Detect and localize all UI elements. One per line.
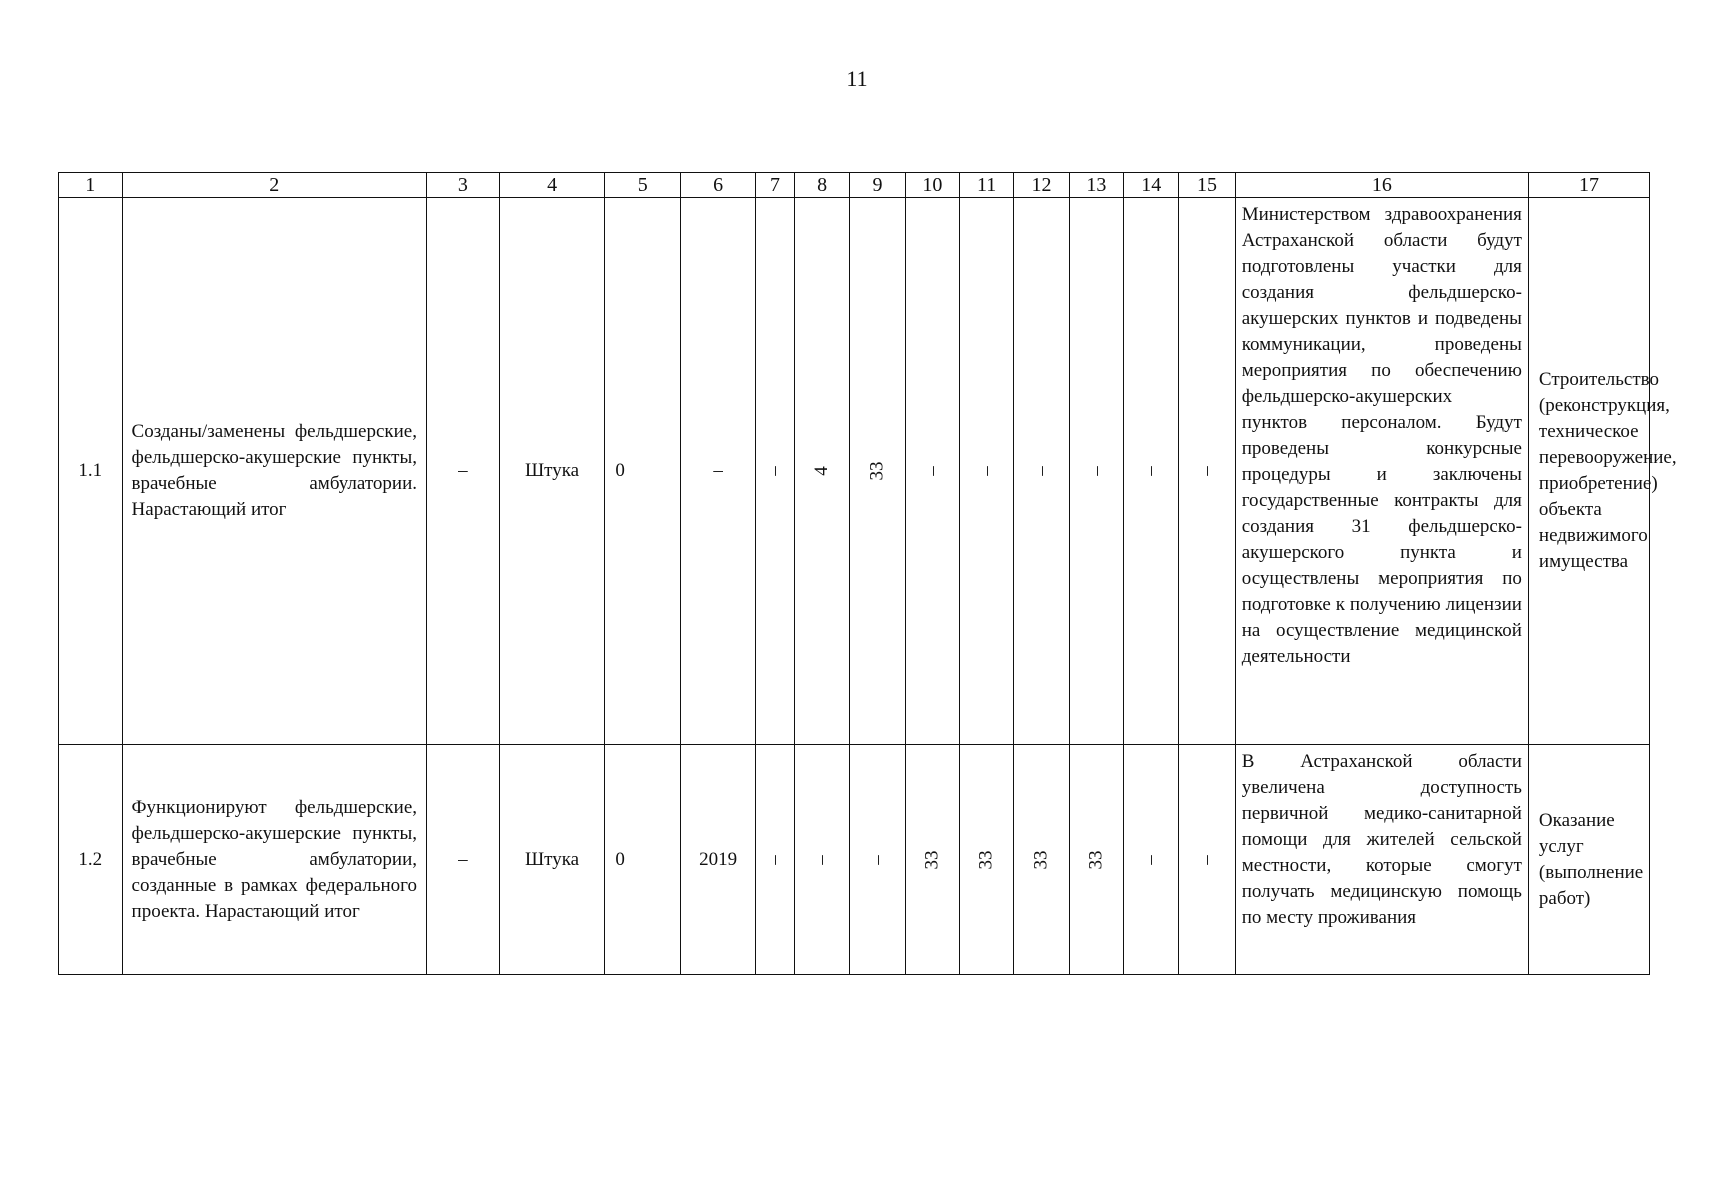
indicator-description: Функционируют фельдшерские, фельдшерско-акушерские пункты, врачебные амбулатории, созданные в рамках федерального проекта. Нарастающий итог: [122, 745, 426, 975]
year-value-cell: –: [795, 745, 850, 975]
base-value-cell: 0: [605, 198, 681, 745]
year-value-cell: –: [1179, 745, 1235, 975]
header-cell: 7: [756, 173, 795, 198]
year-value-cell: –: [1124, 745, 1179, 975]
header-cell: 11: [960, 173, 1014, 198]
header-cell: 13: [1069, 173, 1123, 198]
year-value-cell: 33: [1014, 745, 1069, 975]
table-row: [59, 198, 1650, 745]
page-number: 11: [846, 66, 868, 91]
header-cell: 8: [795, 173, 850, 198]
header-cell: 9: [850, 173, 905, 198]
year-value-cell: –: [1014, 198, 1069, 745]
base-value-cell: 0: [605, 745, 681, 975]
year-value-cell: –: [756, 745, 795, 975]
year-value-cell: –: [850, 745, 905, 975]
year-value-cell: 33: [905, 745, 959, 975]
year-value-cell: –: [1179, 198, 1235, 745]
col3-value: –: [427, 745, 500, 975]
year-value-cell: 33: [1069, 745, 1123, 975]
header-cell: 1: [59, 173, 123, 198]
unit-cell: Штука: [499, 745, 605, 975]
base-year-cell: –: [681, 198, 756, 745]
header-cell: 10: [905, 173, 959, 198]
year-value-cell: 33: [850, 198, 905, 745]
table-row: [59, 745, 1650, 975]
indicator-description: Созданы/заменены фельдшерские, фельдшерско-акушерские пункты, врачебные амбулатории. Нарастающий итог: [122, 198, 426, 745]
header-cell: 2: [122, 173, 426, 198]
col3-value: –: [427, 198, 500, 745]
header-row: [59, 173, 1650, 198]
header-cell: 3: [427, 173, 500, 198]
unit-cell: Штука: [499, 198, 605, 745]
year-value-cell: –: [1124, 198, 1179, 745]
header-cell: 16: [1235, 173, 1528, 198]
year-value-cell: 4: [795, 198, 850, 745]
header-cell: 17: [1528, 173, 1649, 198]
base-year-cell: 2019: [681, 745, 756, 975]
result-description: В Астраханской области увеличена доступность первичной медико-санитарной помощи для жителей сельской местности, которые смогут получать медицинскую помощь по месту проживания: [1235, 745, 1528, 975]
year-value-cell: –: [905, 198, 959, 745]
result-type: Оказание услуг (выполнение работ): [1528, 745, 1649, 975]
year-value-cell: –: [1069, 198, 1123, 745]
row-number: 1.1: [59, 198, 123, 745]
header-cell: 14: [1124, 173, 1179, 198]
header-cell: 12: [1014, 173, 1069, 198]
header-cell: 4: [499, 173, 605, 198]
result-type: Строительство (реконструкция, техническое перевооружение, приобретение) объекта недвижимого имущества: [1528, 198, 1649, 745]
row-number: 1.2: [59, 745, 123, 975]
year-value-cell: –: [960, 198, 1014, 745]
indicators-table: [58, 172, 1677, 975]
header-cell: 15: [1179, 173, 1235, 198]
header-cell: 6: [681, 173, 756, 198]
year-value-cell: –: [756, 198, 795, 745]
year-value-cell: 33: [960, 745, 1014, 975]
result-description: Министерством здравоохранения Астраханской области будут подготовлены участки для создания фельдшерско-акушерских пунктов и подведены коммуникации, проведены мероприятия по обеспечению фельдшерско-акушерских пунктов персоналом. Будут проведены конкурсные процедуры и заключены государственные контракты для создания 31 фельдшерско-акушерского пункта и осуществлены мероприятия по подготовке к получению лицензии на осуществление медицинской деятельности: [1235, 198, 1528, 745]
header-cell: 5: [605, 173, 681, 198]
